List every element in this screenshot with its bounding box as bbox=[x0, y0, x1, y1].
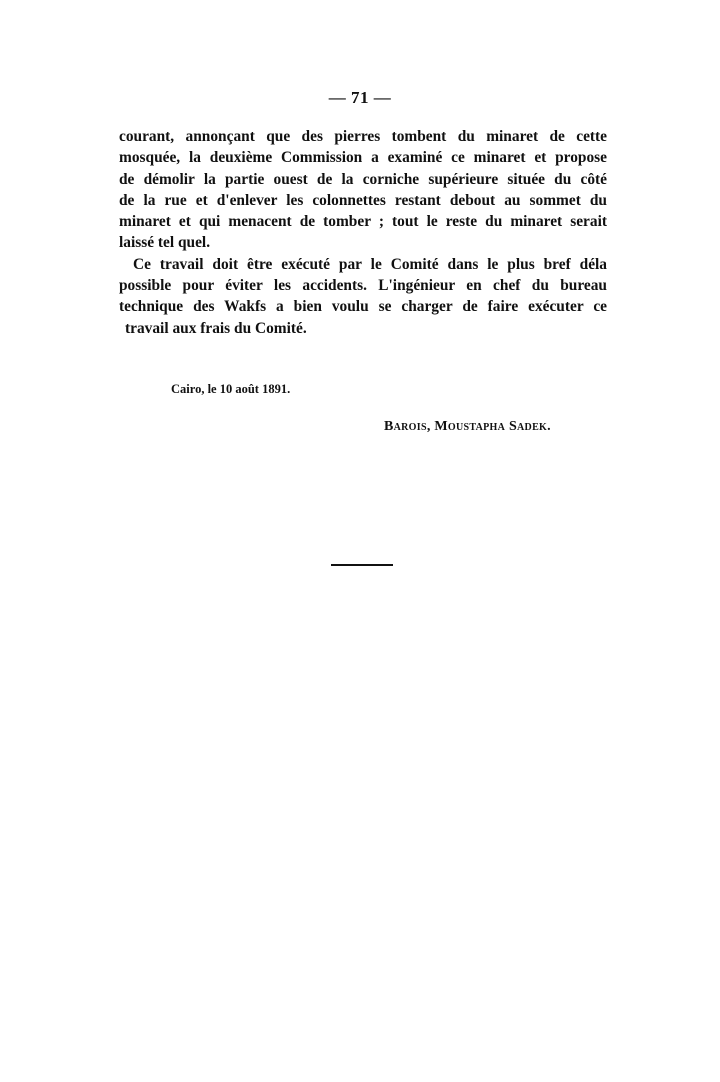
text-line: travail aux frais du Comité. bbox=[125, 319, 307, 337]
text-line: mosquée, la deuxième Commission a examiné ce minaret et propose bbox=[119, 149, 607, 167]
paragraph-1 bbox=[119, 126, 607, 254]
text-line: de la rue et d'enlever les colonnettes restant debout au sommet du bbox=[119, 191, 607, 209]
end-rule bbox=[331, 564, 393, 566]
page-number: — 71 — bbox=[328, 88, 392, 107]
paragraph-2 bbox=[119, 254, 607, 339]
text-line: courant, annonçant que des pierres tombent du minaret de cette bbox=[119, 128, 607, 145]
text-line: technique des Wakfs a bien voulu se charger de faire exécuter ce bbox=[119, 298, 607, 316]
signature: Barois, Moustapha Sadek. bbox=[384, 419, 551, 434]
text-line: laissé tel quel. bbox=[119, 234, 211, 252]
text-line: possible pour éviter les accidents. L'ingénieur en chef du bureau bbox=[119, 277, 607, 295]
text-line: Ce travail doit être exécuté par le Comité dans le plus bref déla bbox=[133, 255, 607, 273]
body-text bbox=[119, 126, 607, 339]
text-line: de démolir la partie ouest de la corniche supérieure située du côté bbox=[119, 170, 607, 188]
dateline: Cairo, le 10 août 1891. bbox=[171, 382, 291, 396]
text-line: minaret et qui menacent de tomber ; tout le reste du minaret serait bbox=[119, 213, 607, 231]
